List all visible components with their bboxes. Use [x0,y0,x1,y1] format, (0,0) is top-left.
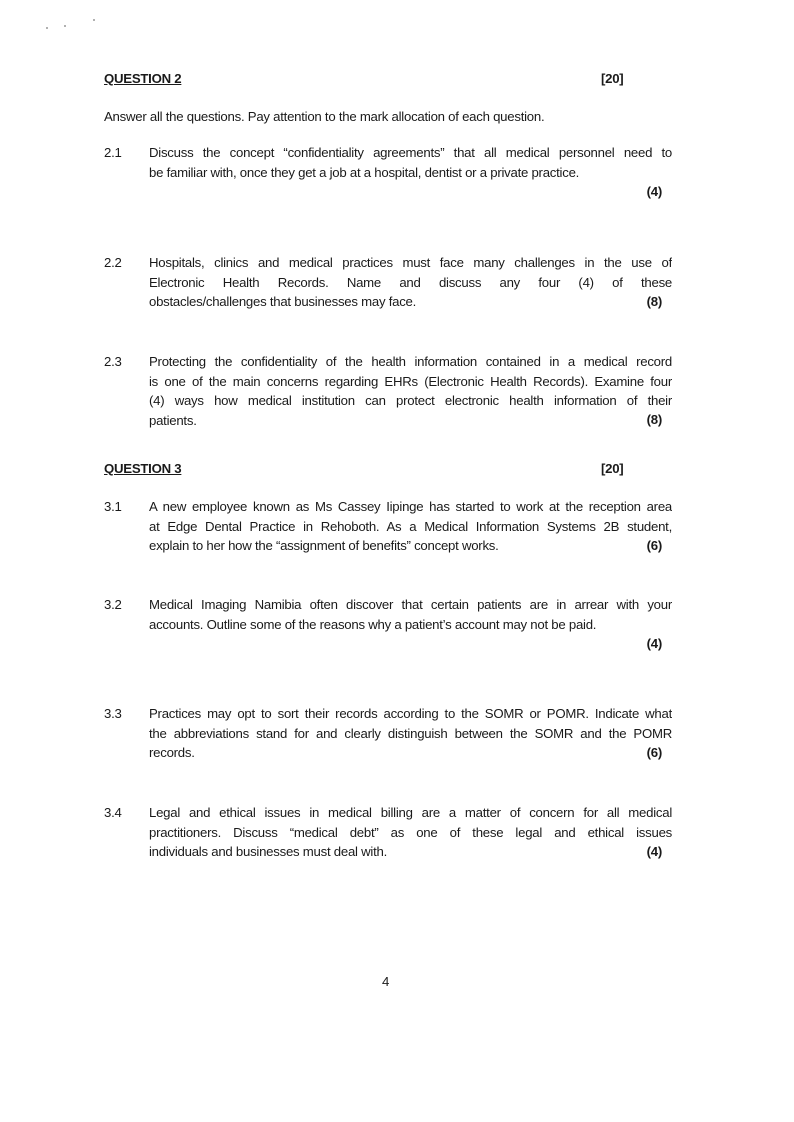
mark-allocation: (4) [646,843,662,859]
scan-speck [64,25,66,27]
question-text-line: be familiar with, once they get a job at a hospital, dentist or a private practice. [149,164,580,180]
question-number: 2.1 [104,145,122,160]
question-text-line: the abbreviations stand for and clearly distinguish between the SOMR and the POMR [149,725,672,741]
mark-allocation: (8) [646,293,662,309]
page-number: 4 [382,974,390,989]
question-3-total: [20] [601,461,624,476]
question-number: 3.3 [104,706,122,721]
question-number: 3.1 [104,499,122,514]
question-text-line: obstacles/challenges that businesses may face. [149,294,417,310]
question-text-line: explain to her how the “assignment of benefits” concept works. [149,538,499,554]
question-text-line: records. [149,745,195,761]
question-number: 2.3 [104,354,122,369]
question-2-total: [20] [601,71,624,86]
scan-speck [93,19,95,21]
question-text-line: at Edge Dental Practice in Rehoboth. As a Medical Information Systems 2B student, [149,518,672,534]
question-2-heading: QUESTION 2 [104,71,182,86]
instructions: Answer all the questions. Pay attention to the mark allocation of each question. [104,109,545,124]
question-text-line: Protecting the confidentiality of the health information contained in a medical record [149,354,672,369]
question-number: 3.4 [104,805,122,820]
question-text-line: individuals and businesses must deal with. [149,844,388,860]
question-text-line: Hospitals, clinics and medical practices must face many challenges in the use of [149,255,672,270]
mark-allocation: (6) [646,537,662,553]
mark-allocation: (6) [646,744,662,760]
question-text-line: practitioners. Discuss “medical debt” as one of these legal and ethical issues [149,824,672,840]
question-text-line: is one of the main concerns regarding EHRs (Electronic Health Records). Examine four [149,373,672,389]
scan-speck [46,27,48,29]
question-3-heading: QUESTION 3 [104,461,182,476]
question-number: 2.2 [104,255,122,270]
question-text-line: Legal and ethical issues in medical billing are a matter of concern for all medical [149,805,672,820]
question-text-line: patients. [149,412,197,428]
question-number: 3.2 [104,597,122,612]
question-text-line: Electronic Health Records. Name and discuss any four (4) of these [149,274,672,290]
mark-allocation: (4) [646,183,662,199]
question-text-line: Discuss the concept “confidentiality agreements” that all medical personnel need to [149,145,672,160]
mark-allocation: (4) [646,635,662,651]
mark-allocation: (8) [646,411,662,427]
question-text-line: accounts. Outline some of the reasons why a patient’s account may not be paid. [149,616,597,632]
question-text-line: (4) ways how medical institution can protect electronic health information of their [149,393,672,409]
question-text-line: Practices may opt to sort their records according to the SOMR or POMR. Indicate what [149,706,672,721]
question-text-line: Medical Imaging Namibia often discover that certain patients are in arrear with your [149,597,672,612]
question-text-line: A new employee known as Ms Cassey Iipinge has started to work at the reception area [149,499,672,514]
